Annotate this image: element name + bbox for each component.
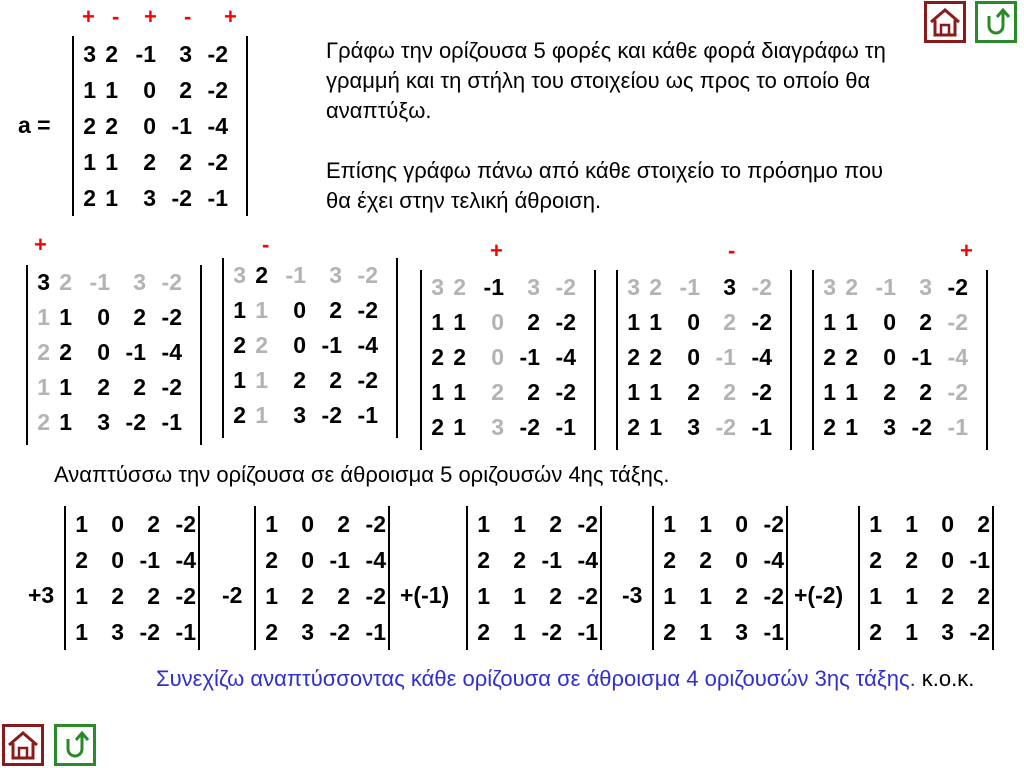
minor2-cell-r4c4: -1 bbox=[365, 618, 386, 645]
u-turn-arrow-icon bbox=[58, 729, 92, 761]
copy5-cell-r5c4: -2 bbox=[911, 414, 932, 440]
copy1-cell-r4c2: 1 bbox=[59, 374, 72, 400]
copy4-cell-r4c5: -2 bbox=[751, 379, 772, 405]
copy-sign-4: - bbox=[728, 238, 736, 263]
copy2-cell-r4c2: 1 bbox=[255, 367, 268, 393]
minor2-cell-r2c1: 2 bbox=[265, 546, 278, 573]
minor3-cell-r4c1: 2 bbox=[477, 618, 490, 645]
minor3-cell-r2c1: 2 bbox=[477, 546, 490, 573]
expansion-text: Αναπτύσσω την ορίζουσα σε άθροισμα 5 οριζουσών 4ης τάξης. bbox=[54, 462, 670, 487]
copy1-cell-r4c1: 1 bbox=[37, 374, 50, 400]
copy2-cell-r4c5: -2 bbox=[357, 367, 378, 393]
minor-coef-1: +3 bbox=[28, 582, 55, 608]
cell-a-r4c2: 1 bbox=[105, 148, 118, 175]
minor2-cell-r2c3: -1 bbox=[329, 546, 350, 573]
copy3-cell-r3c4: -1 bbox=[519, 344, 540, 370]
minor2-cell-r1c3: 2 bbox=[337, 510, 350, 537]
cell-a-r2c2: 1 bbox=[105, 76, 118, 103]
minor2-cell-r4c1: 2 bbox=[265, 618, 278, 645]
copy3-cell-r2c1: 1 bbox=[431, 309, 444, 335]
copy1-cell-r3c4: -1 bbox=[125, 339, 146, 365]
minor5-cell-r2c2: 2 bbox=[905, 546, 918, 573]
copy5-cell-r1c5: -2 bbox=[947, 274, 968, 300]
copy3-cell-r5c5: -1 bbox=[555, 414, 576, 440]
copy1-cell-r2c5: -2 bbox=[161, 304, 182, 330]
cell-a-r1c2: 2 bbox=[105, 40, 118, 67]
copy3-cell-r4c1: 1 bbox=[431, 379, 444, 405]
sign-5: + bbox=[224, 4, 237, 29]
copy5-cell-r2c3: 0 bbox=[883, 309, 896, 335]
copy3-cell-r3c3: 0 bbox=[491, 344, 504, 370]
home-button-bottom[interactable] bbox=[2, 724, 44, 766]
home-icon bbox=[928, 6, 962, 38]
cell-a-r2c4: 2 bbox=[179, 76, 192, 103]
minor3-cell-r4c2: 1 bbox=[513, 618, 526, 645]
minor2-cell-r1c4: -2 bbox=[365, 510, 386, 537]
copy4-cell-r2c4: 2 bbox=[723, 309, 736, 335]
copy5-cell-r1c2: 2 bbox=[845, 274, 858, 300]
copy3-cell-r5c1: 2 bbox=[431, 414, 444, 440]
copy1-cell-r1c2: 2 bbox=[59, 269, 72, 295]
minor4-cell-r3c2: 1 bbox=[699, 582, 712, 609]
minor-5 bbox=[858, 506, 994, 650]
copy5-cell-r2c5: -2 bbox=[947, 309, 968, 335]
copy4-cell-r2c3: 0 bbox=[687, 309, 700, 335]
minor-coef-3: +(-1) bbox=[400, 582, 450, 608]
copy4-cell-r1c1: 3 bbox=[627, 274, 640, 300]
footer-black-text: κ.ο.κ. bbox=[915, 666, 975, 691]
copy3-cell-r4c4: 2 bbox=[527, 379, 540, 405]
copy3-cell-r4c5: -2 bbox=[555, 379, 576, 405]
cell-a-r5c3: 3 bbox=[143, 184, 156, 211]
minor2-cell-r3c2: 2 bbox=[301, 582, 314, 609]
copy2-cell-r5c3: 3 bbox=[293, 402, 306, 428]
minor3-cell-r1c3: 2 bbox=[549, 510, 562, 537]
copy2-cell-r5c5: -1 bbox=[357, 402, 378, 428]
copy5-cell-r3c3: 0 bbox=[883, 344, 896, 370]
copy2-cell-r5c1: 2 bbox=[233, 402, 246, 428]
copy2-cell-r5c4: -2 bbox=[321, 402, 342, 428]
matrix-a bbox=[72, 36, 248, 216]
cell-a-r4c4: 2 bbox=[179, 148, 192, 175]
minor1-cell-r1c2: 0 bbox=[111, 510, 124, 537]
copy2-cell-r4c1: 1 bbox=[233, 367, 246, 393]
copy2-cell-r3c4: -1 bbox=[321, 332, 342, 358]
copy5-cell-r1c1: 3 bbox=[823, 274, 836, 300]
minor5-cell-r4c3: 3 bbox=[941, 618, 954, 645]
copy4-cell-r3c2: 2 bbox=[649, 344, 662, 370]
copy3-cell-r4c2: 1 bbox=[453, 379, 466, 405]
copy3-cell-r1c5: -2 bbox=[555, 274, 576, 300]
minor5-cell-r3c4: 2 bbox=[977, 582, 990, 609]
copy1-cell-r2c2: 1 bbox=[59, 304, 72, 330]
copy4-cell-r2c2: 1 bbox=[649, 309, 662, 335]
minor2-cell-r1c2: 0 bbox=[301, 510, 314, 537]
minor3-cell-r3c4: -2 bbox=[577, 582, 598, 609]
minor-4 bbox=[652, 506, 788, 650]
copy2-cell-r2c3: 0 bbox=[293, 297, 306, 323]
copy3-cell-r1c4: 3 bbox=[527, 274, 540, 300]
cell-a-r3c2: 2 bbox=[105, 112, 118, 139]
minor4-cell-r3c1: 1 bbox=[663, 582, 676, 609]
copy-sign-5: + bbox=[960, 238, 973, 263]
copy5-cell-r3c2: 2 bbox=[845, 344, 858, 370]
copy1-cell-r3c2: 2 bbox=[59, 339, 72, 365]
cell-a-r3c3: 0 bbox=[143, 112, 156, 139]
cell-a-r5c2: 1 bbox=[105, 184, 118, 211]
copy5-cell-r5c2: 1 bbox=[845, 414, 858, 440]
minor3-cell-r3c3: 2 bbox=[549, 582, 562, 609]
minor4-cell-r1c2: 1 bbox=[699, 510, 712, 537]
copy5-cell-r5c1: 2 bbox=[823, 414, 836, 440]
copy1-cell-r5c1: 2 bbox=[37, 409, 50, 435]
minor3-cell-r4c3: -2 bbox=[541, 618, 562, 645]
copy4-cell-r2c5: -2 bbox=[751, 309, 772, 335]
sign-1: + bbox=[82, 4, 95, 29]
copy2-cell-r2c5: -2 bbox=[357, 297, 378, 323]
copy4-cell-r4c3: 2 bbox=[687, 379, 700, 405]
copy1-cell-r5c3: 3 bbox=[97, 409, 110, 435]
cell-a-r2c1: 1 bbox=[83, 76, 96, 103]
copy4-cell-r3c5: -4 bbox=[751, 344, 772, 370]
home-icon bbox=[6, 729, 40, 761]
determinant-copy-3 bbox=[420, 270, 596, 450]
minor5-cell-r1c1: 1 bbox=[869, 510, 882, 537]
minor1-cell-r1c3: 2 bbox=[147, 510, 160, 537]
copy2-cell-r2c4: 2 bbox=[329, 297, 342, 323]
cell-a-r4c1: 1 bbox=[83, 148, 96, 175]
copy2-cell-r2c1: 1 bbox=[233, 297, 246, 323]
copy4-cell-r5c2: 1 bbox=[649, 414, 662, 440]
minor4-cell-r4c1: 2 bbox=[663, 618, 676, 645]
copy4-cell-r1c3: -1 bbox=[679, 274, 700, 300]
cell-a-r1c5: -2 bbox=[207, 40, 228, 67]
determinant-copy-5 bbox=[812, 270, 988, 450]
minor5-cell-r2c3: 0 bbox=[941, 546, 954, 573]
copy3-cell-r5c4: -2 bbox=[519, 414, 540, 440]
minor5-cell-r3c2: 1 bbox=[905, 582, 918, 609]
copy3-cell-r2c5: -2 bbox=[555, 309, 576, 335]
copy5-cell-r3c4: -1 bbox=[911, 344, 932, 370]
minor2-cell-r2c2: 0 bbox=[301, 546, 314, 573]
copy5-cell-r4c4: 2 bbox=[919, 379, 932, 405]
determinant-copy-2 bbox=[222, 258, 398, 438]
copy2-cell-r1c1: 3 bbox=[233, 262, 246, 288]
back-button[interactable] bbox=[975, 1, 1017, 43]
copy-sign-2: - bbox=[262, 232, 270, 257]
minor1-cell-r2c3: -1 bbox=[139, 546, 160, 573]
minor-2 bbox=[254, 506, 390, 650]
minor5-cell-r4c1: 2 bbox=[869, 618, 882, 645]
copy3-cell-r4c3: 2 bbox=[491, 379, 504, 405]
copy1-cell-r3c1: 2 bbox=[37, 339, 50, 365]
cell-a-r5c1: 2 bbox=[83, 184, 96, 211]
copy3-cell-r2c2: 1 bbox=[453, 309, 466, 335]
minor2-cell-r4c2: 3 bbox=[301, 618, 314, 645]
copy-sign-1: + bbox=[34, 232, 47, 257]
copy1-cell-r1c1: 3 bbox=[37, 269, 50, 295]
cell-a-r1c1: 3 bbox=[83, 40, 96, 67]
copy1-cell-r3c5: -4 bbox=[161, 339, 182, 365]
minor4-cell-r4c3: 3 bbox=[735, 618, 748, 645]
copy2-cell-r2c2: 1 bbox=[255, 297, 268, 323]
copy5-cell-r4c5: -2 bbox=[947, 379, 968, 405]
copy2-cell-r4c4: 2 bbox=[329, 367, 342, 393]
determinant-copy-1 bbox=[26, 265, 202, 445]
paragraph-2: Επίσης γράφω πάνω από κάθε στοιχείο το πρόσημο που θα έχει στην τελική άθροιση. bbox=[326, 158, 884, 213]
determinant-copy-4 bbox=[616, 270, 792, 450]
copy3-cell-r1c2: 2 bbox=[453, 274, 466, 300]
minor5-cell-r2c4: -1 bbox=[969, 546, 990, 573]
minor4-cell-r3c3: 2 bbox=[735, 582, 748, 609]
minor5-cell-r1c3: 0 bbox=[941, 510, 954, 537]
copy5-cell-r4c2: 1 bbox=[845, 379, 858, 405]
minor3-cell-r3c1: 1 bbox=[477, 582, 490, 609]
cell-a-r2c3: 0 bbox=[143, 76, 156, 103]
copy4-cell-r1c4: 3 bbox=[723, 274, 736, 300]
minor3-cell-r4c4: -1 bbox=[577, 618, 598, 645]
footer-text bbox=[156, 664, 1016, 694]
minor4-cell-r2c4: -4 bbox=[763, 546, 784, 573]
copy4-cell-r3c3: 0 bbox=[687, 344, 700, 370]
copy3-cell-r3c2: 2 bbox=[453, 344, 466, 370]
paragraph-1: Γράφω την ορίζουσα 5 φορές και κάθε φορά διαγράφω τη γραμμή και τη στήλη του στοιχείου ως προς το οποίο θα αναπτύξω. bbox=[326, 38, 886, 123]
copy5-cell-r5c3: 3 bbox=[883, 414, 896, 440]
copy2-cell-r3c1: 2 bbox=[233, 332, 246, 358]
copy1-cell-r4c4: 2 bbox=[133, 374, 146, 400]
copy1-cell-r4c5: -2 bbox=[161, 374, 182, 400]
copy4-cell-r5c4: -2 bbox=[715, 414, 736, 440]
minor3-cell-r1c2: 1 bbox=[513, 510, 526, 537]
minor3-cell-r2c2: 2 bbox=[513, 546, 526, 573]
minor4-cell-r2c3: 0 bbox=[735, 546, 748, 573]
minor4-cell-r1c4: -2 bbox=[763, 510, 784, 537]
minor4-cell-r1c1: 1 bbox=[663, 510, 676, 537]
copy4-cell-r5c1: 2 bbox=[627, 414, 640, 440]
cell-a-r4c5: -2 bbox=[207, 148, 228, 175]
copy4-cell-r3c1: 2 bbox=[627, 344, 640, 370]
minor-3 bbox=[466, 506, 602, 650]
copy1-cell-r1c3: -1 bbox=[89, 269, 110, 295]
minor4-cell-r1c3: 0 bbox=[735, 510, 748, 537]
minor4-cell-r4c4: -1 bbox=[763, 618, 784, 645]
minor5-cell-r1c4: 2 bbox=[977, 510, 990, 537]
cell-a-r3c5: -4 bbox=[207, 112, 228, 139]
copy2-cell-r5c2: 1 bbox=[255, 402, 268, 428]
minor5-cell-r1c2: 1 bbox=[905, 510, 918, 537]
copy5-cell-r4c1: 1 bbox=[823, 379, 836, 405]
copy4-cell-r4c1: 1 bbox=[627, 379, 640, 405]
minor1-cell-r4c3: -2 bbox=[139, 618, 160, 645]
copy1-cell-r3c3: 0 bbox=[97, 339, 110, 365]
copy5-cell-r4c3: 2 bbox=[883, 379, 896, 405]
copy3-cell-r5c2: 1 bbox=[453, 414, 466, 440]
cell-a-r2c5: -2 bbox=[207, 76, 228, 103]
sign-4: - bbox=[184, 4, 192, 29]
minor2-cell-r3c3: 2 bbox=[337, 582, 350, 609]
minor1-cell-r2c1: 2 bbox=[75, 546, 88, 573]
minor-coef-2: -2 bbox=[222, 582, 243, 608]
copy5-cell-r2c2: 1 bbox=[845, 309, 858, 335]
minor1-cell-r1c1: 1 bbox=[75, 510, 88, 537]
copy3-cell-r3c1: 2 bbox=[431, 344, 444, 370]
cell-a-r4c3: 2 bbox=[143, 148, 156, 175]
copy2-cell-r4c3: 2 bbox=[293, 367, 306, 393]
copy1-cell-r2c1: 1 bbox=[37, 304, 50, 330]
copy1-cell-r5c2: 1 bbox=[59, 409, 72, 435]
copy4-cell-r4c2: 1 bbox=[649, 379, 662, 405]
minor1-cell-r3c1: 1 bbox=[75, 582, 88, 609]
cell-a-r5c5: -1 bbox=[207, 184, 228, 211]
minor1-cell-r4c4: -1 bbox=[175, 618, 196, 645]
copy2-cell-r3c5: -4 bbox=[357, 332, 378, 358]
minor1-cell-r4c1: 1 bbox=[75, 618, 88, 645]
minor3-cell-r3c2: 1 bbox=[513, 582, 526, 609]
minor4-cell-r4c2: 1 bbox=[699, 618, 712, 645]
copy1-cell-r2c4: 2 bbox=[133, 304, 146, 330]
minor2-cell-r3c1: 1 bbox=[265, 582, 278, 609]
copy4-cell-r4c4: 2 bbox=[723, 379, 736, 405]
minor1-cell-r2c2: 0 bbox=[111, 546, 124, 573]
minor5-cell-r2c1: 2 bbox=[869, 546, 882, 573]
copy2-cell-r1c3: -1 bbox=[285, 262, 306, 288]
copy1-cell-r5c4: -2 bbox=[125, 409, 146, 435]
copy3-cell-r1c1: 3 bbox=[431, 274, 444, 300]
minor1-cell-r1c4: -2 bbox=[175, 510, 196, 537]
copy5-cell-r3c5: -4 bbox=[947, 344, 968, 370]
sign-3: + bbox=[144, 4, 157, 29]
cell-a-r3c4: -1 bbox=[171, 112, 192, 139]
copy5-cell-r1c4: 3 bbox=[919, 274, 932, 300]
copy2-cell-r1c5: -2 bbox=[357, 262, 378, 288]
minor2-cell-r3c4: -2 bbox=[365, 582, 386, 609]
copy4-cell-r5c3: 3 bbox=[687, 414, 700, 440]
copy1-cell-r5c5: -1 bbox=[161, 409, 182, 435]
copy3-cell-r1c3: -1 bbox=[483, 274, 504, 300]
copy5-cell-r5c5: -1 bbox=[947, 414, 968, 440]
minor1-cell-r3c4: -2 bbox=[175, 582, 196, 609]
sign-2: - bbox=[112, 4, 120, 29]
copy4-cell-r1c2: 2 bbox=[649, 274, 662, 300]
copy-sign-3: + bbox=[490, 238, 503, 263]
minor2-cell-r2c4: -4 bbox=[365, 546, 386, 573]
minor5-cell-r4c4: -2 bbox=[969, 618, 990, 645]
minor2-cell-r1c1: 1 bbox=[265, 510, 278, 537]
minor4-cell-r2c1: 2 bbox=[663, 546, 676, 573]
minor4-cell-r2c2: 2 bbox=[699, 546, 712, 573]
copy2-cell-r3c2: 2 bbox=[255, 332, 268, 358]
minor-coef-5: +(-2) bbox=[794, 582, 844, 608]
copy4-cell-r3c4: -1 bbox=[715, 344, 736, 370]
minor5-cell-r3c1: 1 bbox=[869, 582, 882, 609]
cell-a-r5c4: -2 bbox=[171, 184, 192, 211]
cell-a-r1c3: -1 bbox=[135, 40, 156, 67]
minor-coef-4: -3 bbox=[622, 582, 643, 608]
minor3-cell-r2c4: -4 bbox=[577, 546, 598, 573]
minor3-cell-r1c1: 1 bbox=[477, 510, 490, 537]
a-label: a = bbox=[18, 112, 51, 138]
copy1-cell-r2c3: 0 bbox=[97, 304, 110, 330]
back-button-bottom[interactable] bbox=[54, 724, 96, 766]
copy3-cell-r5c3: 3 bbox=[491, 414, 504, 440]
minor1-cell-r2c4: -4 bbox=[175, 546, 196, 573]
copy4-cell-r2c1: 1 bbox=[627, 309, 640, 335]
minor4-cell-r3c4: -2 bbox=[763, 582, 784, 609]
cell-a-r3c1: 2 bbox=[83, 112, 96, 139]
copy2-cell-r1c2: 2 bbox=[255, 262, 268, 288]
copy3-cell-r2c4: 2 bbox=[527, 309, 540, 335]
cell-a-r1c4: 3 bbox=[179, 40, 192, 67]
u-turn-arrow-icon bbox=[979, 6, 1013, 38]
copy1-cell-r1c5: -2 bbox=[161, 269, 182, 295]
copy2-cell-r3c3: 0 bbox=[293, 332, 306, 358]
footer-blue-text: Συνεχίζω αναπτύσσοντας κάθε ορίζουσα σε άθροισμα 4 οριζουσών 3ης τάξης. bbox=[156, 666, 916, 691]
copy5-cell-r1c3: -1 bbox=[875, 274, 896, 300]
copy3-cell-r2c3: 0 bbox=[491, 309, 504, 335]
copy5-cell-r2c1: 1 bbox=[823, 309, 836, 335]
copy5-cell-r3c1: 2 bbox=[823, 344, 836, 370]
minor-1 bbox=[64, 506, 200, 650]
copy4-cell-r5c5: -1 bbox=[751, 414, 772, 440]
minor1-cell-r3c2: 2 bbox=[111, 582, 124, 609]
minor3-cell-r1c4: -2 bbox=[577, 510, 598, 537]
copy1-cell-r1c4: 3 bbox=[133, 269, 146, 295]
minor2-cell-r4c3: -2 bbox=[329, 618, 350, 645]
minor1-cell-r3c3: 2 bbox=[147, 582, 160, 609]
minor1-cell-r4c2: 3 bbox=[111, 618, 124, 645]
copy3-cell-r3c5: -4 bbox=[555, 344, 576, 370]
minor3-cell-r2c3: -1 bbox=[541, 546, 562, 573]
copy2-cell-r1c4: 3 bbox=[329, 262, 342, 288]
copy1-cell-r4c3: 2 bbox=[97, 374, 110, 400]
copy4-cell-r1c5: -2 bbox=[751, 274, 772, 300]
copy5-cell-r2c4: 2 bbox=[919, 309, 932, 335]
minor5-cell-r4c2: 1 bbox=[905, 618, 918, 645]
minor5-cell-r3c3: 2 bbox=[941, 582, 954, 609]
